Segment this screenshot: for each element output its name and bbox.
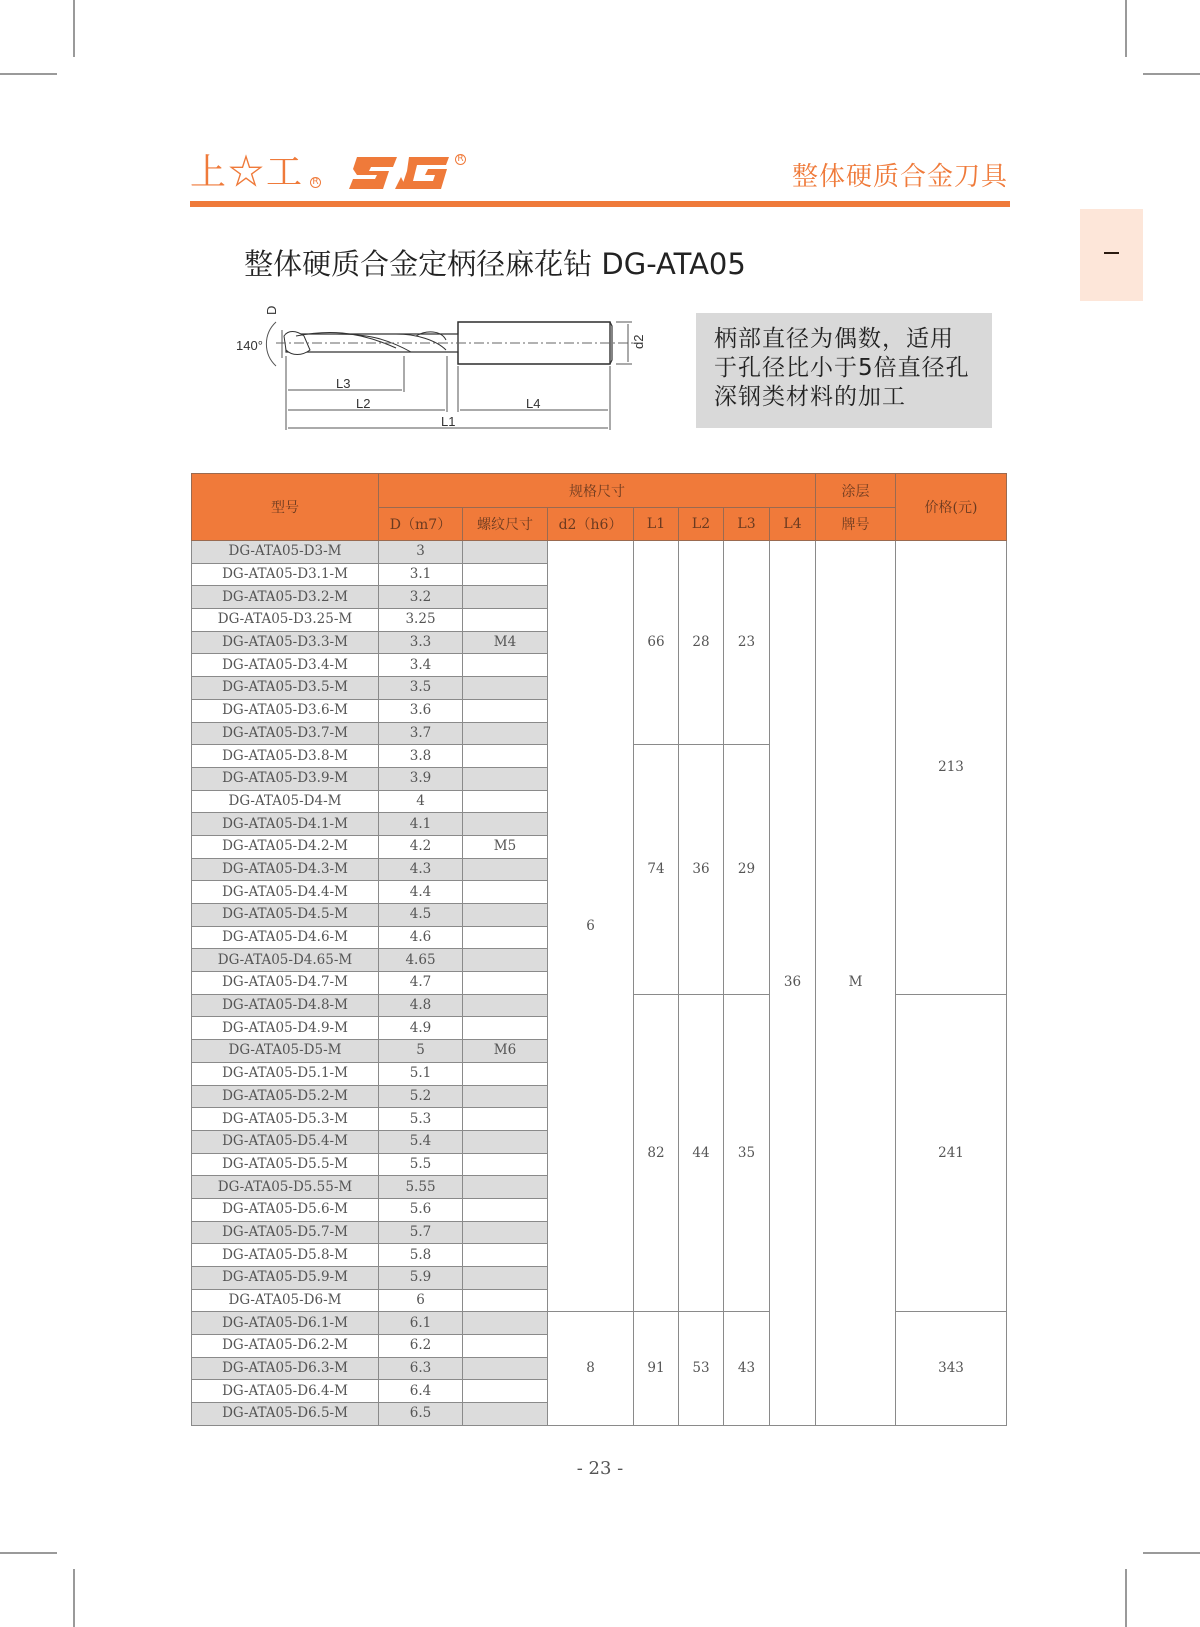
registered-icon: R xyxy=(310,177,321,188)
thread-cell xyxy=(463,677,548,700)
diameter-cell: 5.4 xyxy=(379,1130,463,1153)
model-cell: DG-ATA05-D3.3-M xyxy=(192,631,379,654)
diameter-cell: 3.8 xyxy=(379,745,463,768)
model-cell: DG-ATA05-D5.4-M xyxy=(192,1130,379,1153)
svg-text:L4: L4 xyxy=(526,396,541,411)
model-cell: DG-ATA05-D6-M xyxy=(192,1289,379,1312)
model-cell: DG-ATA05-D5.9-M xyxy=(192,1267,379,1290)
header-price: 价格(元) xyxy=(896,474,1007,541)
thread-cell: M4 xyxy=(463,631,548,654)
diameter-cell: 3.7 xyxy=(379,722,463,745)
thread-cell xyxy=(463,1198,548,1221)
thread-cell xyxy=(463,1085,548,1108)
thread-cell xyxy=(463,767,548,790)
model-cell: DG-ATA05-D6.1-M xyxy=(192,1312,379,1335)
d2-cell: 8 xyxy=(548,1312,634,1425)
price-cell: 241 xyxy=(896,994,1007,1312)
diameter-cell: 6.2 xyxy=(379,1335,463,1358)
l2-cell: 53 xyxy=(679,1312,724,1425)
header-l4: L4 xyxy=(770,508,816,541)
thread-cell xyxy=(463,1357,548,1380)
model-cell: DG-ATA05-D4-M xyxy=(192,790,379,813)
l1-cell: 74 xyxy=(634,745,679,995)
diameter-cell: 5 xyxy=(379,1040,463,1063)
diameter-cell: 3 xyxy=(379,541,463,564)
model-cell: DG-ATA05-D4.8-M xyxy=(192,994,379,1017)
coating-cell: M xyxy=(816,541,896,1426)
diameter-cell: 3.6 xyxy=(379,699,463,722)
svg-text:L1: L1 xyxy=(441,414,456,429)
crop-mark xyxy=(0,1552,57,1554)
thread-cell xyxy=(463,1176,548,1199)
thread-cell xyxy=(463,1312,548,1335)
model-cell: DG-ATA05-D3-M xyxy=(192,541,379,564)
thread-cell xyxy=(463,1380,548,1403)
thread-cell xyxy=(463,1244,548,1267)
thread-cell xyxy=(463,1108,548,1131)
section-title: 整体硬质合金刀具 xyxy=(791,162,1008,192)
diameter-cell: 3.1 xyxy=(379,563,463,586)
diameter-cell: 4.3 xyxy=(379,858,463,881)
spec-table xyxy=(191,473,1007,1426)
note-line: 于孔径比小于5倍直径孔 xyxy=(714,355,970,381)
l1-cell: 82 xyxy=(634,994,679,1312)
diameter-cell: 4.4 xyxy=(379,881,463,904)
price-cell: 343 xyxy=(896,1312,1007,1425)
diameter-cell: 5.2 xyxy=(379,1085,463,1108)
model-cell: DG-ATA05-D5-M xyxy=(192,1040,379,1063)
thread-cell xyxy=(463,699,548,722)
svg-text:140°: 140° xyxy=(236,338,263,353)
model-cell: DG-ATA05-D5.55-M xyxy=(192,1176,379,1199)
diameter-cell: 5.3 xyxy=(379,1108,463,1131)
l3-cell: 23 xyxy=(724,541,770,745)
diameter-cell: 5.1 xyxy=(379,1062,463,1085)
thread-cell xyxy=(463,563,548,586)
model-cell: DG-ATA05-D5.8-M xyxy=(192,1244,379,1267)
model-cell: DG-ATA05-D4.5-M xyxy=(192,904,379,927)
model-cell: DG-ATA05-D6.5-M xyxy=(192,1403,379,1426)
model-cell: DG-ATA05-D5.2-M xyxy=(192,1085,379,1108)
header-thread: 螺纹尺寸 xyxy=(463,508,548,541)
diameter-cell: 4.8 xyxy=(379,994,463,1017)
diameter-cell: 3.3 xyxy=(379,631,463,654)
diameter-cell: 5.5 xyxy=(379,1153,463,1176)
crop-mark xyxy=(73,1569,75,1627)
model-cell: DG-ATA05-D3.6-M xyxy=(192,699,379,722)
thread-cell xyxy=(463,722,548,745)
model-cell: DG-ATA05-D6.2-M xyxy=(192,1335,379,1358)
l2-cell: 28 xyxy=(679,541,724,745)
logo-chinese: 上☆工 xyxy=(190,152,305,193)
header-coating: 涂层 xyxy=(816,474,896,508)
note-line: 深钢类材料的加工 xyxy=(714,384,906,410)
header-l1: L1 xyxy=(634,508,679,541)
diameter-cell: 3.2 xyxy=(379,586,463,609)
thread-cell xyxy=(463,926,548,949)
l3-cell: 35 xyxy=(724,994,770,1312)
model-cell: DG-ATA05-D3.25-M xyxy=(192,609,379,632)
model-cell: DG-ATA05-D4.6-M xyxy=(192,926,379,949)
thread-cell xyxy=(463,609,548,632)
header-d: D（m7） xyxy=(379,508,463,541)
thread-cell xyxy=(463,1062,548,1085)
table-row xyxy=(192,541,1007,564)
model-cell: DG-ATA05-D3.5-M xyxy=(192,677,379,700)
thread-cell xyxy=(463,881,548,904)
model-cell: DG-ATA05-D3.1-M xyxy=(192,563,379,586)
thread-cell xyxy=(463,1130,548,1153)
crop-mark xyxy=(1125,0,1127,57)
model-cell: DG-ATA05-D3.7-M xyxy=(192,722,379,745)
thread-cell xyxy=(463,586,548,609)
crop-mark xyxy=(73,0,75,57)
l2-cell: 36 xyxy=(679,745,724,995)
model-cell: DG-ATA05-D4.2-M xyxy=(192,835,379,858)
logo-sg-icon xyxy=(349,155,449,191)
diameter-cell: 5.9 xyxy=(379,1267,463,1290)
diameter-cell: 6.5 xyxy=(379,1403,463,1426)
diameter-cell: 4.7 xyxy=(379,972,463,995)
diameter-cell: 6.3 xyxy=(379,1357,463,1380)
d2-cell: 6 xyxy=(548,541,634,1312)
header-spec-group: 规格尺寸 xyxy=(379,474,816,508)
header-d2: d2（h6） xyxy=(548,508,634,541)
model-cell: DG-ATA05-D3.4-M xyxy=(192,654,379,677)
diameter-cell: 3.5 xyxy=(379,677,463,700)
thread-cell xyxy=(463,972,548,995)
diameter-cell: 5.55 xyxy=(379,1176,463,1199)
thread-cell xyxy=(463,1221,548,1244)
page-number: - 23 - xyxy=(576,1458,624,1479)
model-cell: DG-ATA05-D3.2-M xyxy=(192,586,379,609)
thread-cell xyxy=(463,1403,548,1426)
header-l3: L3 xyxy=(724,508,770,541)
note-line: 柄部直径为偶数，适用 xyxy=(714,326,954,352)
l3-cell: 43 xyxy=(724,1312,770,1425)
diameter-cell: 3.4 xyxy=(379,654,463,677)
svg-text:D: D xyxy=(264,305,279,315)
diameter-cell: 5.6 xyxy=(379,1198,463,1221)
thread-cell xyxy=(463,904,548,927)
thread-cell xyxy=(463,813,548,836)
thread-cell xyxy=(463,654,548,677)
header-grade: 牌号 xyxy=(816,508,896,541)
svg-text:L3: L3 xyxy=(336,376,351,391)
l4-cell: 36 xyxy=(770,541,816,1426)
diameter-cell: 5.8 xyxy=(379,1244,463,1267)
diameter-cell: 3.9 xyxy=(379,767,463,790)
crop-mark xyxy=(0,73,57,75)
l1-cell: 91 xyxy=(634,1312,679,1425)
l1-cell: 66 xyxy=(634,541,679,745)
drill-diagram xyxy=(236,300,646,440)
diameter-cell: 6.1 xyxy=(379,1312,463,1335)
model-cell: DG-ATA05-D5.6-M xyxy=(192,1198,379,1221)
model-cell: DG-ATA05-D4.3-M xyxy=(192,858,379,881)
diameter-cell: 4.9 xyxy=(379,1017,463,1040)
brand-logo xyxy=(190,152,466,194)
thread-cell xyxy=(463,1289,548,1312)
model-cell: DG-ATA05-D5.5-M xyxy=(192,1153,379,1176)
thread-cell xyxy=(463,949,548,972)
diameter-cell: 4 xyxy=(379,790,463,813)
thread-cell: M6 xyxy=(463,1040,548,1063)
thread-cell xyxy=(463,541,548,564)
header-model: 型号 xyxy=(192,474,379,541)
thread-cell xyxy=(463,745,548,768)
page-title: 整体硬质合金定柄径麻花钻 DG-ATA05 xyxy=(244,247,746,281)
model-cell: DG-ATA05-D3.9-M xyxy=(192,767,379,790)
crop-mark xyxy=(1125,1569,1127,1627)
price-cell: 213 xyxy=(896,541,1007,995)
l3-cell: 29 xyxy=(724,745,770,995)
usage-note xyxy=(696,313,992,428)
svg-text:d2: d2 xyxy=(631,334,646,349)
thread-cell xyxy=(463,1335,548,1358)
model-cell: DG-ATA05-D5.7-M xyxy=(192,1221,379,1244)
thread-cell xyxy=(463,1153,548,1176)
model-cell: DG-ATA05-D4.65-M xyxy=(192,949,379,972)
diameter-cell: 6.4 xyxy=(379,1380,463,1403)
crop-mark xyxy=(1143,1552,1200,1554)
model-cell: DG-ATA05-D6.4-M xyxy=(192,1380,379,1403)
diameter-cell: 5.7 xyxy=(379,1221,463,1244)
diameter-cell: 4.6 xyxy=(379,926,463,949)
model-cell: DG-ATA05-D5.1-M xyxy=(192,1062,379,1085)
thread-cell xyxy=(463,1267,548,1290)
model-cell: DG-ATA05-D4.4-M xyxy=(192,881,379,904)
diameter-cell: 4.5 xyxy=(379,904,463,927)
model-cell: DG-ATA05-D3.8-M xyxy=(192,745,379,768)
diameter-cell: 4.1 xyxy=(379,813,463,836)
diameter-cell: 3.25 xyxy=(379,609,463,632)
model-cell: DG-ATA05-D6.3-M xyxy=(192,1357,379,1380)
diameter-cell: 4.2 xyxy=(379,835,463,858)
thread-cell xyxy=(463,858,548,881)
l2-cell: 44 xyxy=(679,994,724,1312)
model-cell: DG-ATA05-D5.3-M xyxy=(192,1108,379,1131)
model-cell: DG-ATA05-D4.1-M xyxy=(192,813,379,836)
header-divider xyxy=(190,201,1010,207)
svg-text:L2: L2 xyxy=(356,396,371,411)
model-cell: DG-ATA05-D4.7-M xyxy=(192,972,379,995)
model-cell: DG-ATA05-D4.9-M xyxy=(192,1017,379,1040)
thread-cell xyxy=(463,790,548,813)
header-l2: L2 xyxy=(679,508,724,541)
thread-cell xyxy=(463,994,548,1017)
thread-cell xyxy=(463,1017,548,1040)
diameter-cell: 6 xyxy=(379,1289,463,1312)
diameter-cell: 4.65 xyxy=(379,949,463,972)
crop-mark xyxy=(1143,73,1200,75)
registered-icon: R xyxy=(455,154,466,165)
thread-cell: M5 xyxy=(463,835,548,858)
